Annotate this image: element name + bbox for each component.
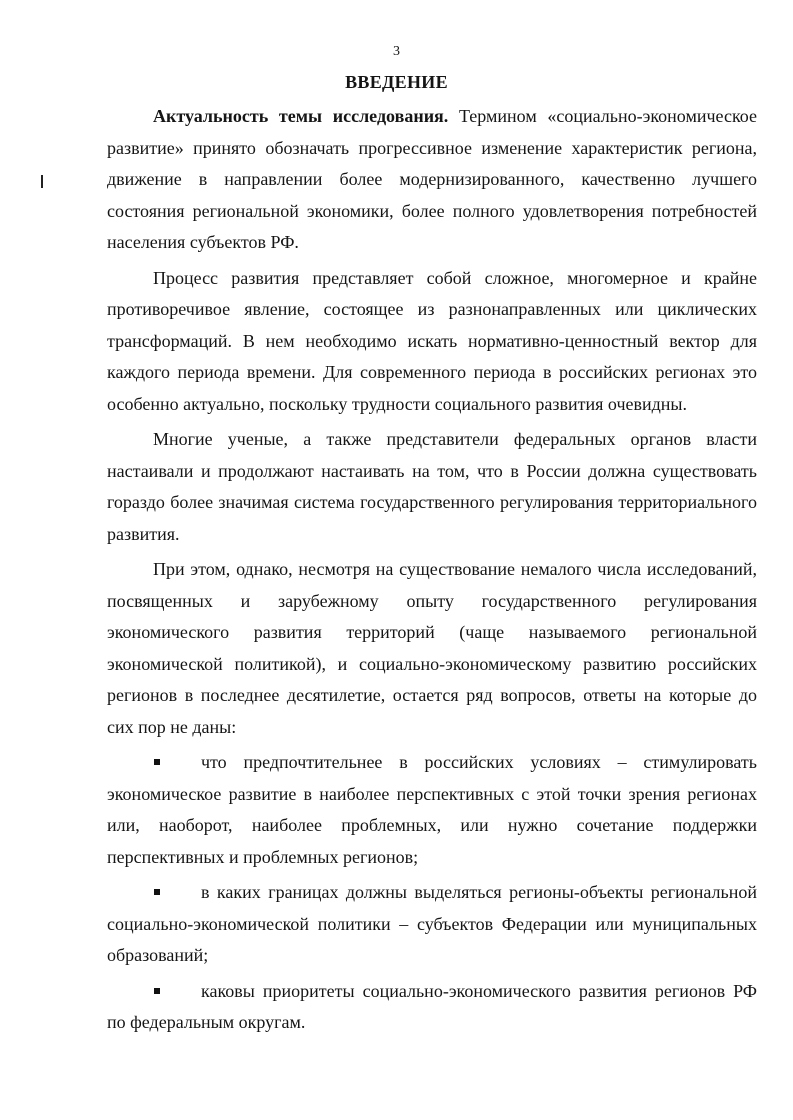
body-text — [107, 101, 757, 1039]
paragraph-process: Процесс развития представляет собой сложное, многомерное и крайне противоречивое явление, состоящее из разнонаправленных или циклических трансформаций. В нем необходимо искать нормативно-ценностный вектор для каждого периода времени. Для современного периода в российских регионах это особенно актуально, поскольку трудности социального развития очевидны. — [107, 267, 757, 414]
list-item: каковы приоритеты социально-экономического развития регионов РФ по федеральным округам. — [107, 976, 757, 1039]
paragraph-scientists: Многие ученые, а также представители федеральных органов власти настаивали и продолжают настаивать на том, что в России должна существовать гораздо более значимая система государственного регулирования территориального развития. — [107, 429, 757, 544]
paragraph-text: Термином «социально-экономическое развитие» принято обозначать прогрессивное изменение характеристик региона, движение в направлении более модернизированного, качественно лучшего состояния региональной экономики, более полного удовлетворения потребностей населения субъектов РФ. — [107, 106, 757, 252]
page-number: 3 — [393, 44, 400, 59]
scan-mark — [41, 175, 43, 188]
paragraph-relevance — [107, 101, 757, 259]
section-heading: ВВЕДЕНИЕ — [345, 72, 448, 92]
list-item: что предпочтительнее в российских условиях – стимулировать экономическое развитие в наиболее перспективных с этой точки зрения регионах или, наоборот, наиболее проблемных, или нужно сочетание поддержки перспективных и проблемных регионов; — [107, 747, 757, 873]
paragraph-lead: Актуальность темы исследования. — [153, 106, 449, 126]
paragraph-questions: При этом, однако, несмотря на существование немалого числа исследований, посвященных и зарубежному опыту государственного регулирования экономического развития территорий (чаще называемого региональной экономической политикой), и социально-экономическому развитию российских регионов в последнее десятилетие, остается ряд вопросов, ответы на которые до сих пор не даны: — [107, 559, 757, 737]
list-item: в каких границах должны выделяться регионы-объекты региональной социально-экономической политики – субъектов Федерации или муниципальных образований; — [107, 877, 757, 972]
